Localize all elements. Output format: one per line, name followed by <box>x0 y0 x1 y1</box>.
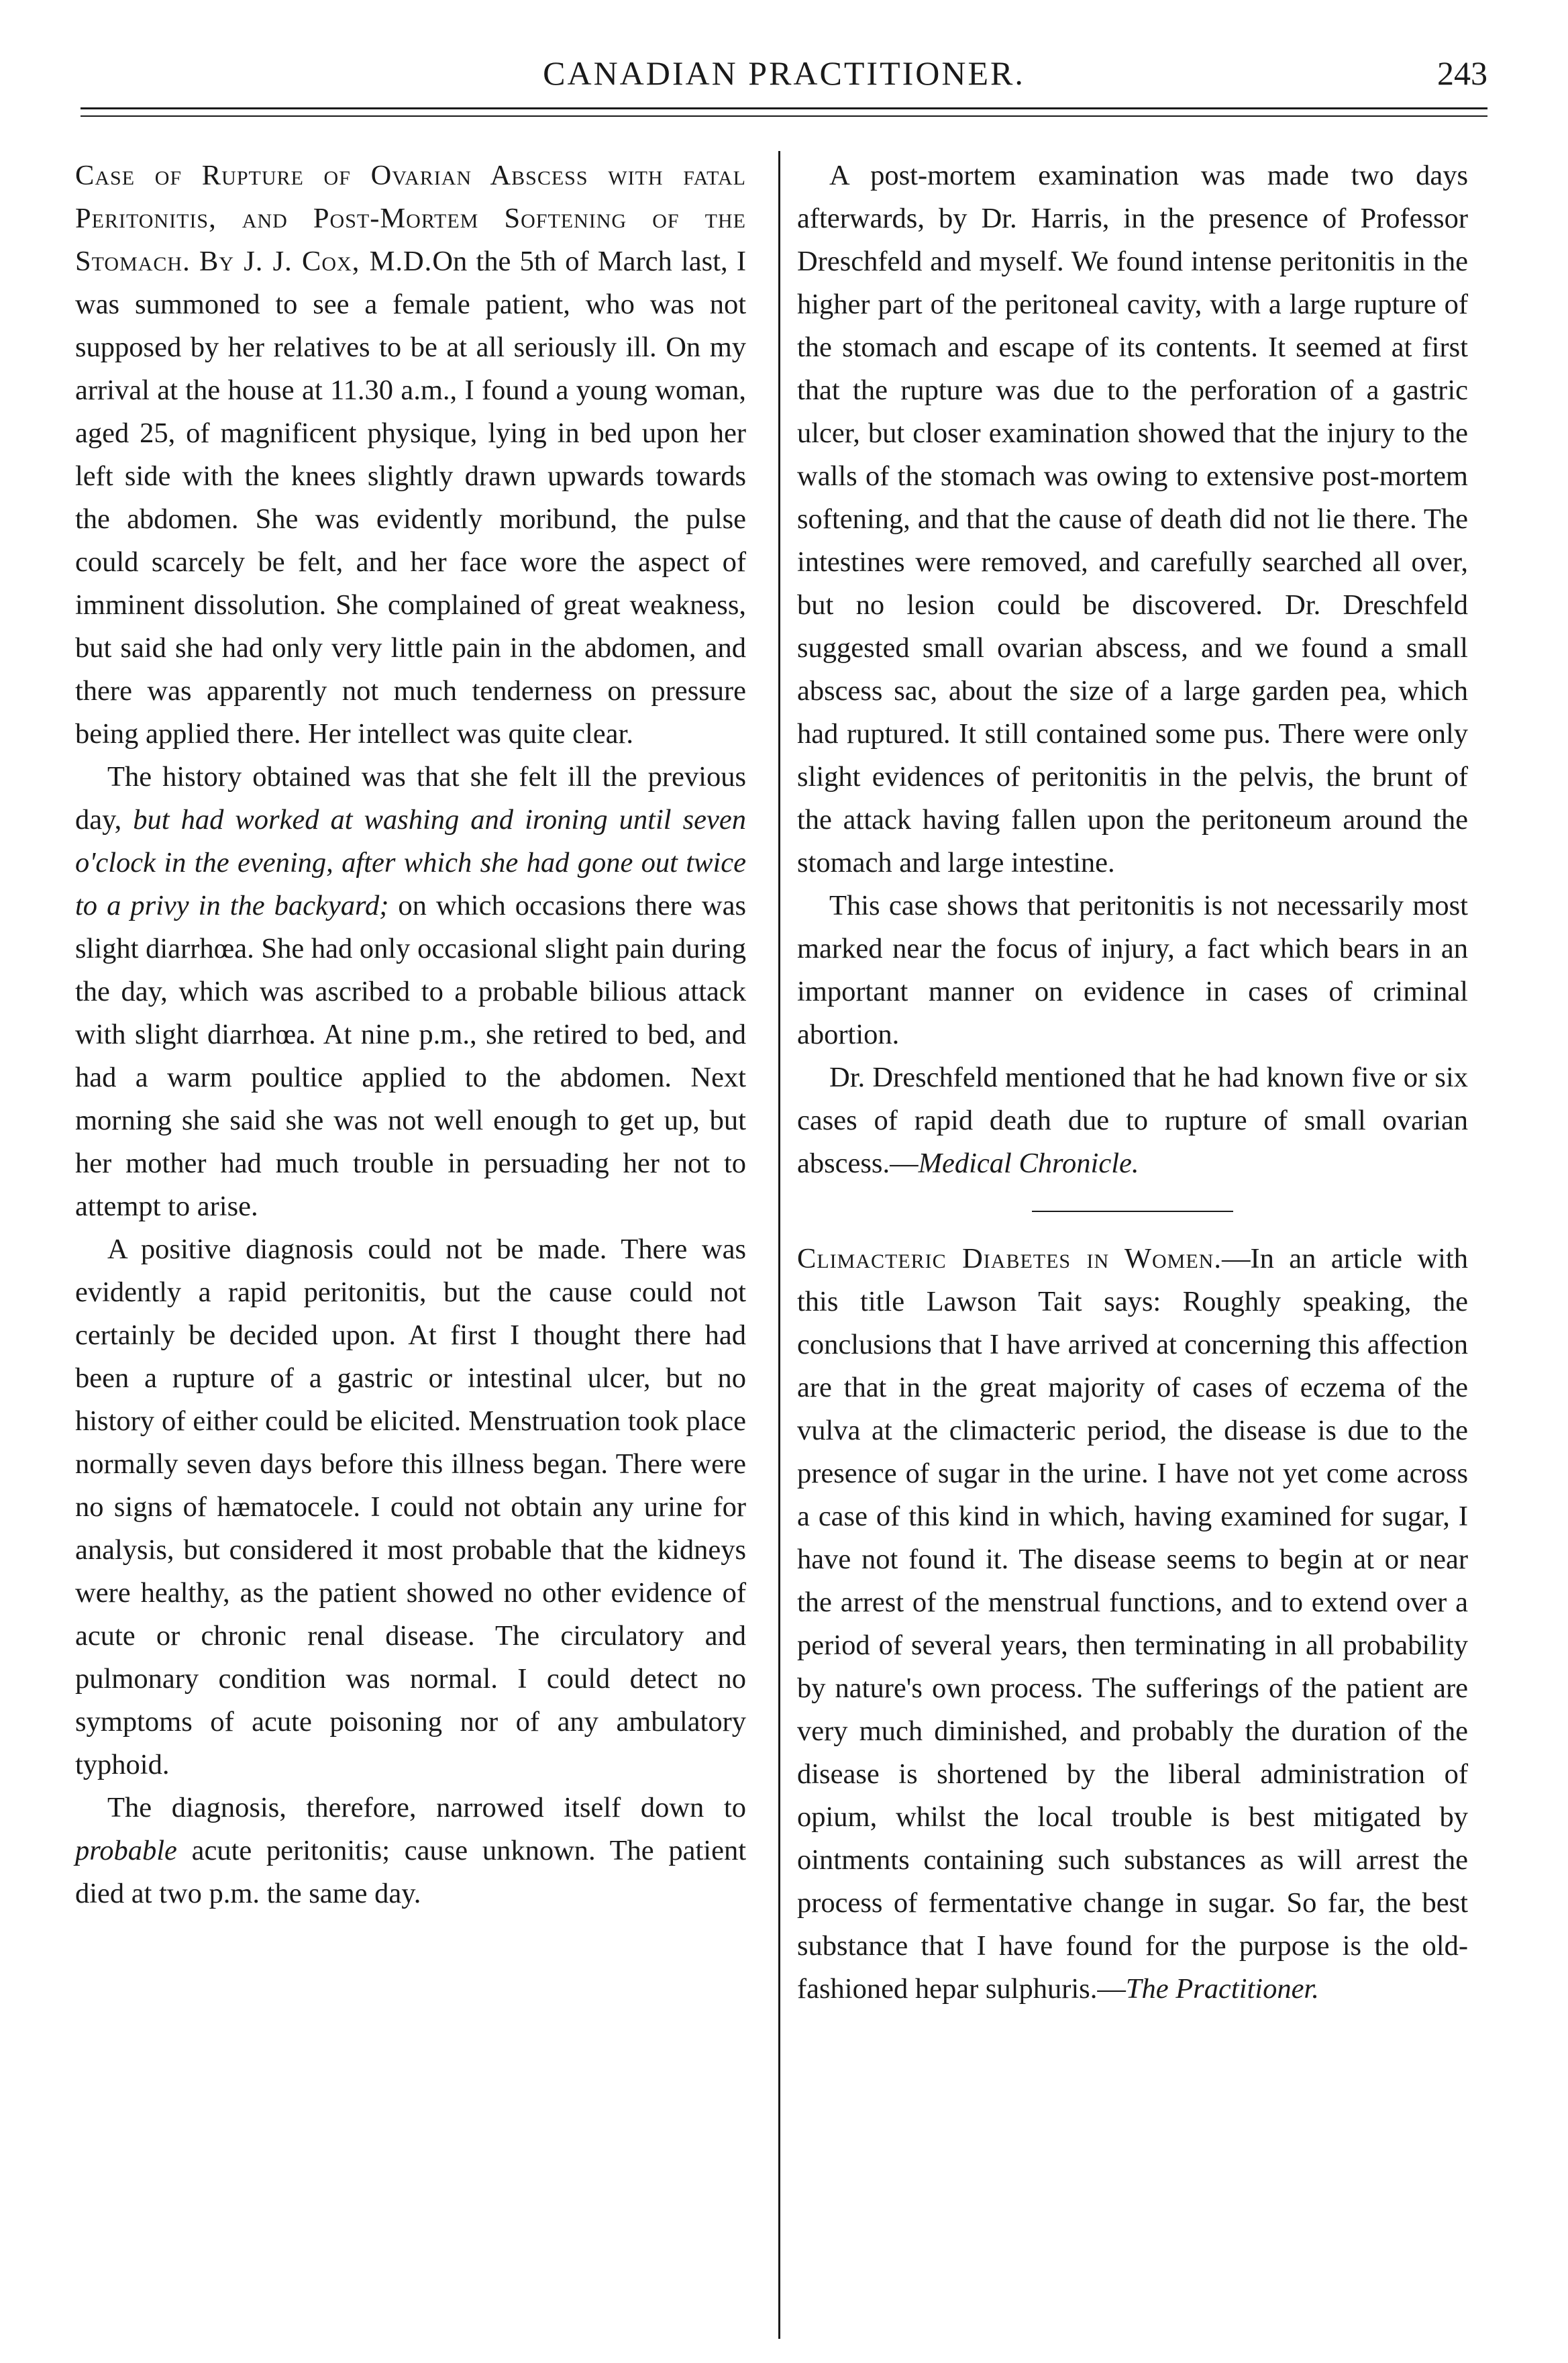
article-1-paragraph-2: The history obtained was that she felt ill the previous day, but had worked at washing and ironing until seven o'clock in the evening, after which she had gone out twice to a privy in the backyard; on which occasions there was slight diarrhœa. She had only occasional slight pain during the day, which was ascribed to a probable bilious attack with slight diarrhœa. At nine p.m., she retired to bed, and had a warm poultice applied to the abdomen. Next morning she said she was not well enough to get up, but her mother had much trouble in persuading her not to attempt to arise. <box>75 761 747 1222</box>
article-1-author: By J. J. Cox, M.D. <box>199 246 433 277</box>
page-header <box>81 54 1487 107</box>
article-1-paragraph-3: A positive diagnosis could not be made. There was evidently a rapid peritonitis, but the cause could not certainly be decided upon. At first I thought there had been a rupture of a gastric or intestinal ulcer, but no history of either could be elicited. Menstruation took place normally seven days before this illness began. There were no signs of hæmatocele. I could not obtain any urine for analysis, but considered it most probable that the kidneys were healthy, as the patient showed no other evidence of acute or chronic renal disease. The circulatory and pulmonary condition was normal. I could detect no symptoms of acute poisoning nor of any ambulatory typhoid. <box>75 1234 746 1780</box>
article-1-paragraph-5: A post-mortem examination was made two days afterwards, by Dr. Harris, in the presence of Professor Dreschfeld and myself. We found intense peritonitis in the higher part of the peritoneal cavity, with a large rupture of the stomach and escape of its contents. It seemed at first that the rupture was due to the perforation of a gastric ulcer, but closer examination showed that the injury to the walls of the stomach was owing to extensive post-mortem softening, and that the cause of death did not lie there. The intestines were removed, and carefully searched all over, but no lesion could be discovered. Dr. Dreschfeld suggested small ovarian abscess, and we found a small abscess sac, about the size of a large garden pea, which had ruptured. It still contained some pus. There were only slight evidences of peritonitis in the pelvis, the brunt of the attack having fallen upon the peritoneum around the stomach and large intestine. <box>797 160 1468 878</box>
right-column <box>797 154 1468 2011</box>
article-1-paragraph-1 <box>75 154 746 756</box>
article-1-paragraph-4: The diagnosis, therefore, narrowed itself down to probable acute peritonitis; cause unknown. The patient died at two p.m. the same day. <box>75 1792 746 1909</box>
article-1-source: Medical Chronicle. <box>918 1148 1139 1179</box>
section-separator <box>1032 1211 1233 1212</box>
article-2-source: The Practitioner. <box>1125 1973 1319 2005</box>
article-1-title: Case of Rupture of Ovarian Abscess with fatal Peritonitis, and Post-Mortem Softening of the Stomach. <box>75 160 746 277</box>
header-rule-secondary <box>81 115 1487 117</box>
article-2-title: Climacteric Diabetes in Women. <box>797 1243 1222 1274</box>
header-rule <box>81 107 1487 109</box>
article-1-paragraph-6: This case shows that peritonitis is not necessarily most marked near the focus of injury, a fact which bears in an important manner on evidence in cases of criminal abortion. <box>797 890 1468 1050</box>
running-title: CANADIAN PRACTITIONER. <box>543 54 1025 92</box>
article-1-text: On the 5th of March last, I was summoned to see a female patient, who was not supposed by her relatives to be at all seriously ill. On my arrival at the house at 11.30 a.m., I found a young woman, aged 25, of magnificent physique, lying in bed upon her left side with the knees slightly drawn upwards towards the abdomen. She was evidently moribund, the pulse could scarcely be felt, and her face wore the aspect of imminent dissolution. She complained of great weakness, but said she had only very little pain in the abdomen, and there was apparently not much tenderness on pressure being applied there. Her intellect was quite clear. <box>75 246 747 750</box>
article-1-paragraph-7: Dr. Dreschfeld mentioned that he had known five or six cases of rapid death due to rupture of small ovarian abscess.—Medical Chronicle. <box>797 1062 1468 1179</box>
column-divider <box>778 151 780 2339</box>
left-column <box>75 154 746 1915</box>
article-2-paragraph <box>797 1238 1468 2011</box>
article-2-text: —In an article with this title Lawson Tait says: Roughly speaking, the conclusions that I have arrived at concerning this affection are that in the great majority of cases of eczema of the vulva at the climacteric period, the disease is due to the presence of sugar in the urine. I have not yet come across a case of this kind in which, having examined for sugar, I have not found it. The disease seems to begin at or near the arrest of the menstrual functions, and to extend over a period of several years, then terminating in all probability by nature's own process. The sufferings of the patient are very much diminished, and probably the duration of the disease is shortened by the liberal administration of opium, whilst the local trouble is best mitigated by ointments containing such substances as will arrest the process of fermentative change in sugar. So far, the best substance that I have found for the purpose is the old-fashioned hepar sulphuris.— <box>797 1243 1468 2005</box>
page-number: 243 <box>1437 54 1487 92</box>
